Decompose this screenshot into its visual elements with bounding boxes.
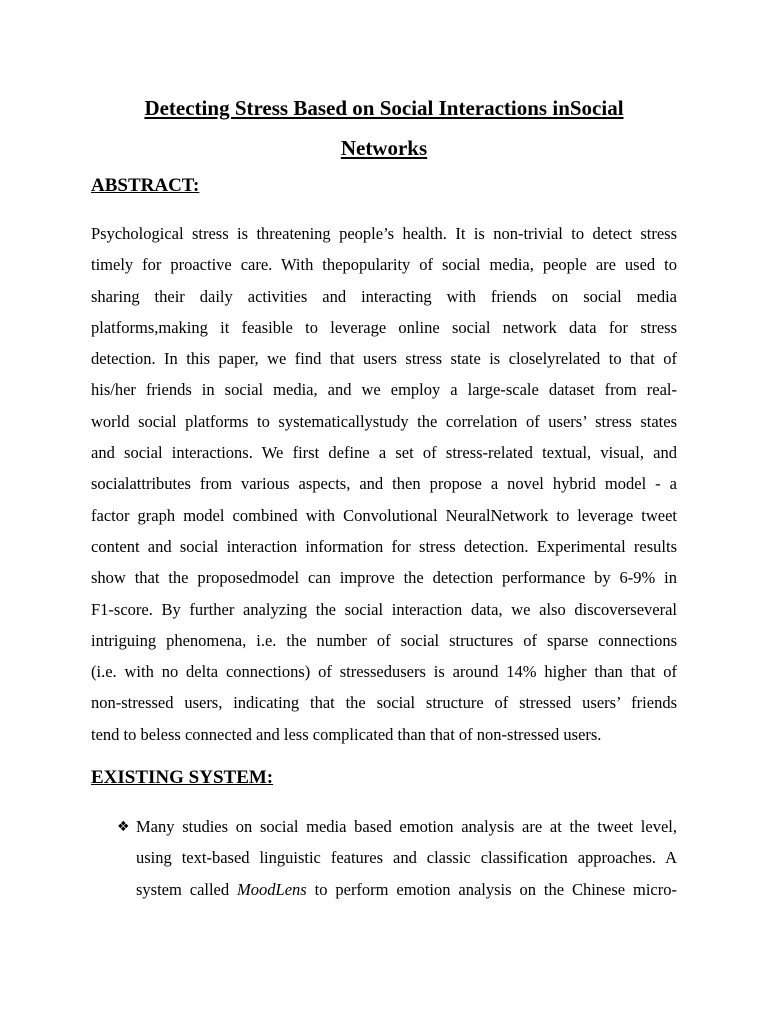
paper-title-line-2: Networks: [340, 136, 428, 160]
list-item: [117, 811, 677, 905]
bullet-line: [136, 874, 677, 905]
abstract-line: non-stressed users, indicating that the social structure of stressed users’ friends: [91, 693, 677, 713]
bullet-line-end: to perform emotion analysis on the Chinese micro-: [306, 879, 677, 899]
abstract-line: intriguing phenomena, i.e. the number of social structures of sparse connections: [91, 630, 677, 650]
abstract-line: tend to beless connected and less complicated than that of non-stressed users.: [91, 724, 602, 744]
abstract-line: detection. In this paper, we find that users stress state is closelyrelated to that of: [91, 349, 677, 369]
abstract-line: factor graph model combined with Convolutional NeuralNetwork to leverage tweet: [91, 505, 677, 525]
abstract-line: Psychological stress is threatening people’s health. It is non-trivial to detect stress: [91, 224, 677, 243]
abstract-line: show that the proposedmodel can improve the detection performance by 6-9% in: [91, 568, 677, 588]
abstract-line: F1-score. By further analyzing the social interaction data, we also discoverseveral: [91, 599, 677, 619]
diamond-bullet-icon: ❖: [117, 819, 130, 835]
abstract-line: timely for proactive care. With thepopularity of social media, people are used to: [91, 255, 677, 275]
abstract-line: (i.e. with no delta connections) of stressedusers is around 14% higher than that of: [91, 662, 677, 682]
abstract-line: world social platforms to systematicallystudy the correlation of users’ stress states: [91, 411, 677, 431]
abstract-paragraph: [91, 218, 677, 750]
abstract-line: socialattributes from various aspects, and then propose a novel hybrid model - a: [91, 474, 677, 494]
abstract-line: platforms,making it feasible to leverage online social network data for stress: [91, 317, 677, 337]
paper-title: [91, 88, 677, 168]
bullet-line-start: system called: [136, 879, 238, 899]
bullet-text: [136, 811, 677, 905]
abstract-heading: ABSTRACT:: [91, 175, 200, 196]
existing-system-list: [117, 811, 677, 905]
bullet-line: Many studies on social media based emotion analysis are at the tweet level,: [136, 817, 677, 836]
abstract-line: his/her friends in social media, and we employ a large-scale dataset from real-: [91, 380, 677, 400]
abstract-line: content and social interaction information for stress detection. Experimental results: [91, 536, 677, 556]
abstract-line: and social interactions. We first define a set of stress-related textual, visual, and: [91, 443, 677, 463]
moodlens-term: MoodLens: [237, 879, 307, 899]
bullet-line: using text-based linguistic features and classic classification approaches. A: [136, 848, 677, 868]
existing-system-heading: EXISTING SYSTEM:: [91, 767, 274, 788]
paper-title-line-1: Detecting Stress Based on Social Interactions inSocial: [144, 96, 624, 120]
abstract-line: sharing their daily activities and interacting with friends on social media: [91, 286, 677, 306]
